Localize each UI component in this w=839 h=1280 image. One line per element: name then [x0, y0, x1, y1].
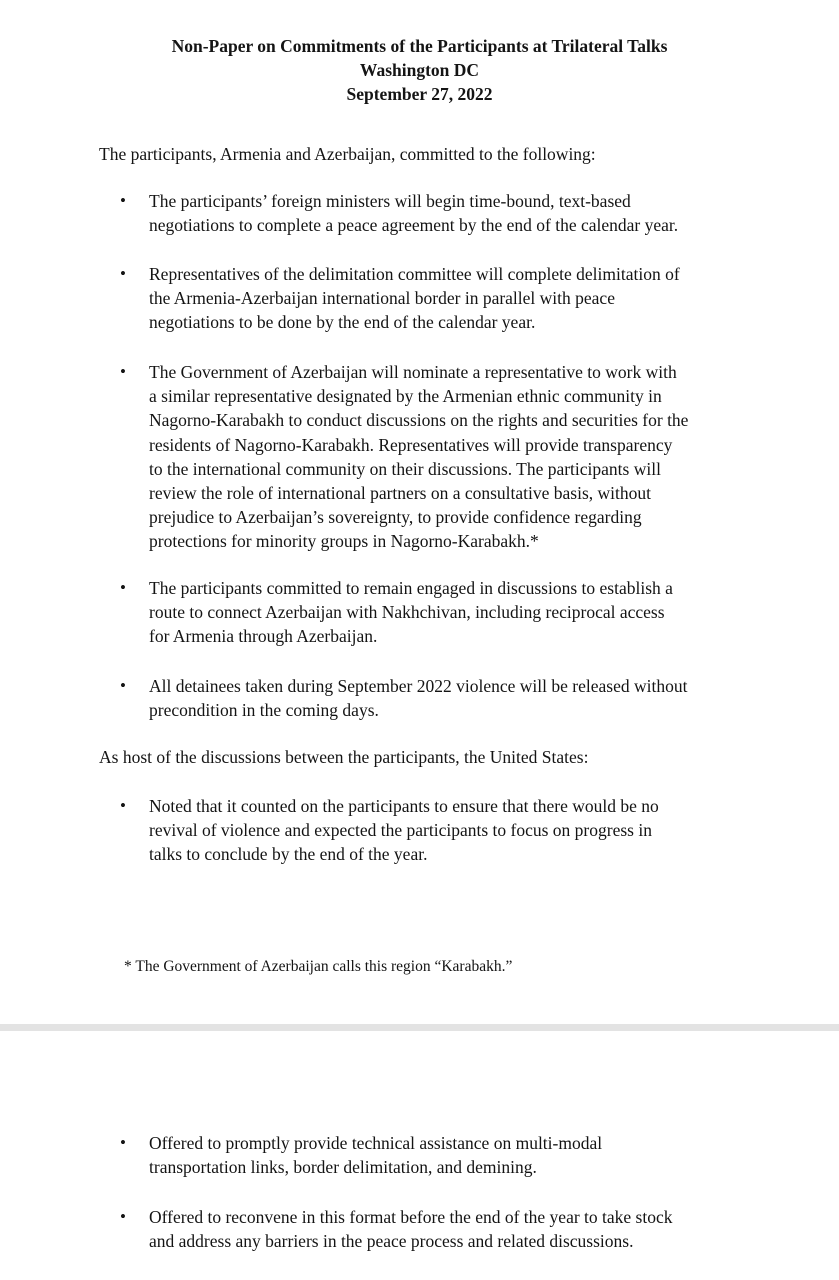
- commitment-text: [149, 262, 769, 335]
- commitment-text: [149, 674, 769, 722]
- bullet-icon: •: [120, 362, 126, 381]
- text-line: All detainees taken during September 2022 violence will be released without: [149, 676, 688, 696]
- host-item-text: [149, 794, 769, 867]
- text-line: Noted that it counted on the participants to ensure that there would be no: [149, 796, 659, 816]
- host-intro-paragraph: As host of the discussions between the participants, the United States:: [99, 747, 589, 767]
- text-line: negotiations to complete a peace agreement by the end of the calendar year.: [149, 215, 679, 236]
- text-line: revival of violence and expected the participants to focus on progress in: [149, 820, 652, 841]
- text-line: precondition in the coming days.: [149, 700, 379, 721]
- text-line: protections for minority groups in Nagorno-Karabakh.*: [149, 531, 539, 552]
- text-line: negotiations to be done by the end of the calendar year.: [149, 312, 536, 333]
- text-line: prejudice to Azerbaijan’s sovereignty, to provide confidence regarding: [149, 507, 642, 528]
- text-line: talks to conclude by the end of the year.: [149, 844, 428, 865]
- text-line: Offered to reconvene in this format before the end of the year to take stock: [149, 1207, 673, 1227]
- document-location: Washington DC: [359, 60, 480, 80]
- text-line: a similar representative designated by the Armenian ethnic community in: [149, 386, 662, 407]
- text-line: to the international community on their discussions. The participants will: [149, 458, 661, 479]
- text-line: Offered to promptly provide technical assistance on multi-modal: [149, 1133, 603, 1153]
- host-item-text: [149, 1131, 769, 1179]
- document-header: [0, 34, 839, 106]
- intro-paragraph: The participants, Armenia and Azerbaijan, committed to the following:: [99, 144, 596, 164]
- text-line: The participants’ foreign ministers will begin time-bound, text-based: [149, 191, 631, 211]
- footnote: * The Government of Azerbaijan calls this region “Karabakh.”: [124, 958, 513, 975]
- document-date: September 27, 2022: [346, 84, 493, 104]
- bullet-icon: •: [120, 578, 126, 597]
- bullet-icon: •: [120, 264, 126, 283]
- document-page-2: [0, 1031, 839, 1280]
- text-line: Representatives of the delimitation committee will complete delimitation of: [149, 264, 680, 284]
- page-separator: [0, 1024, 839, 1031]
- text-line: the Armenia-Azerbaijan international border in parallel with peace: [149, 288, 615, 309]
- commitment-text: [149, 360, 769, 554]
- text-line: for Armenia through Azerbaijan.: [149, 626, 378, 647]
- bullet-icon: •: [120, 191, 126, 210]
- text-line: residents of Nagorno-Karabakh. Representatives will provide transparency: [149, 434, 673, 455]
- text-line: Nagorno-Karabakh to conduct discussions on the rights and securities for the: [149, 410, 689, 431]
- document-title: Non-Paper on Commitments of the Participants at Trilateral Talks: [171, 36, 668, 56]
- commitment-text: [149, 576, 769, 649]
- text-line: transportation links, border delimitation, and demining.: [149, 1157, 537, 1178]
- text-line: and address any barriers in the peace process and related discussions.: [149, 1231, 634, 1252]
- bullet-icon: •: [120, 676, 126, 695]
- bullet-icon: •: [120, 796, 126, 815]
- text-line: The Government of Azerbaijan will nominate a representative to work with: [149, 362, 677, 382]
- commitment-text: [149, 189, 769, 237]
- bullet-icon: •: [120, 1133, 126, 1152]
- host-item-text: [149, 1205, 769, 1253]
- text-line: The participants committed to remain engaged in discussions to establish a: [149, 578, 673, 598]
- bullet-icon: •: [120, 1207, 126, 1226]
- text-line: route to connect Azerbaijan with Nakhchivan, including reciprocal access: [149, 602, 665, 623]
- text-line: review the role of international partners on a consultative basis, without: [149, 483, 652, 504]
